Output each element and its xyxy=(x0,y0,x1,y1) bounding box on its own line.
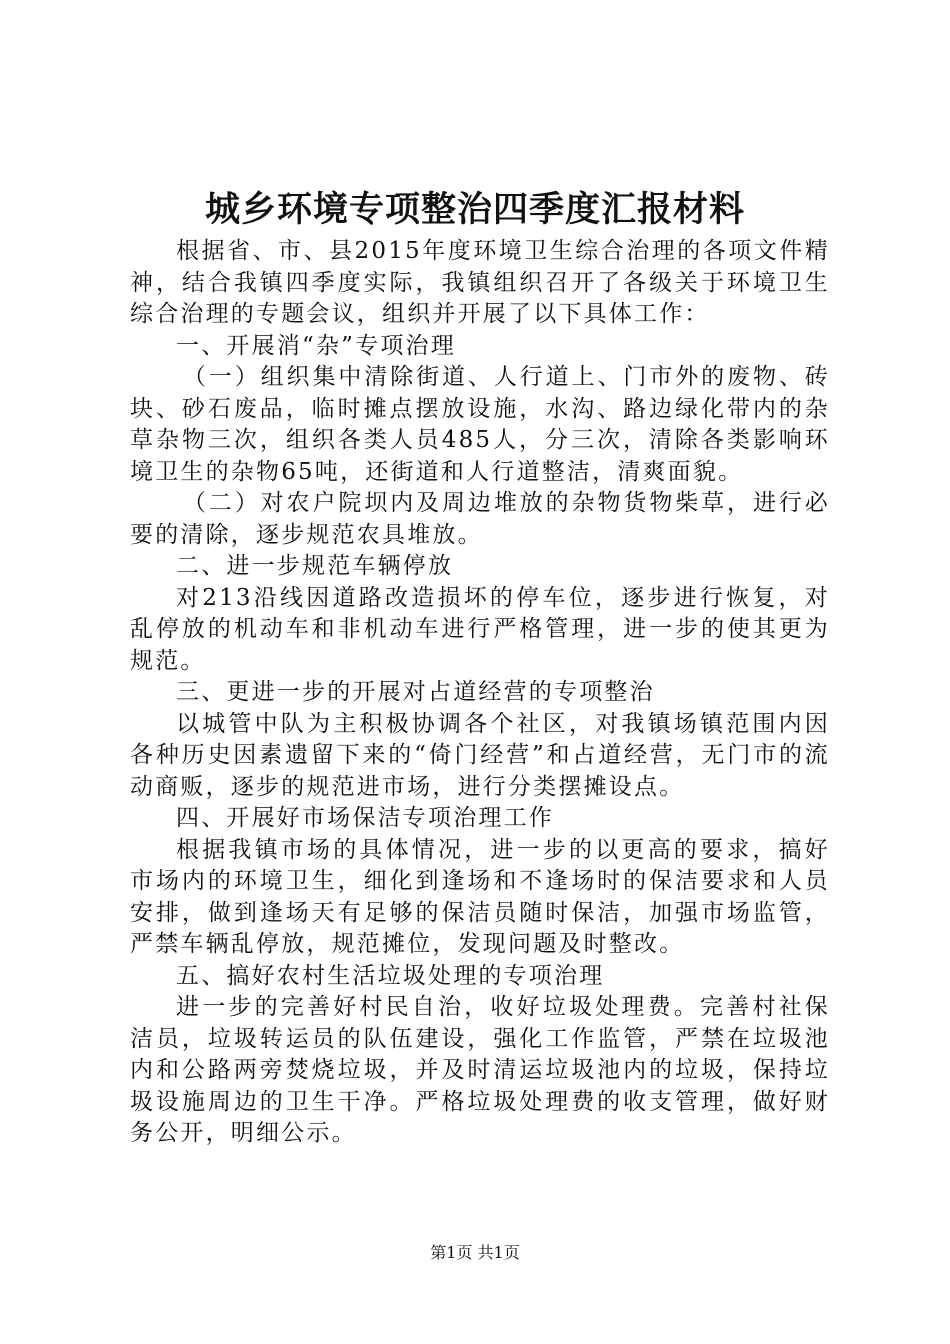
section-heading-3: 三、更进一步的开展对占道经营的专项整治 xyxy=(176,679,655,705)
section-paragraph-4: 根据我镇市场的具体情况，进一步的以更高的要求，搞好市场内的环境卫生，细化到逢场和不逢场时的保洁要求和人员安排，做到逢场天有足够的保洁员随时保洁，加强市场监管，严禁车辆乱停放，规范摊位，发现问题及时整改。 xyxy=(130,836,830,957)
section-heading-1: 一、开展消“杂”专项治理 xyxy=(176,332,456,359)
section-heading-4: 四、开展好市场保洁专项治理工作 xyxy=(176,805,554,831)
section-heading-5: 五、搞好农村生活垃圾处理的专项治理 xyxy=(176,962,605,989)
section-heading-2: 二、进一步规范车辆停放 xyxy=(176,553,454,579)
document-body xyxy=(130,236,830,1150)
document-title: 城乡环境专项整治四季度汇报材料 xyxy=(204,189,745,230)
section-paragraph-5: 进一步的完善好村民自治，收好垃圾处理费。完善村社保洁员，垃圾转运员的队伍建设，强化工作监管，严禁在垃圾池内和公路两旁焚烧垃圾，并及时清运垃圾池内的垃圾，保持垃圾设施周边的卫生干净。严格垃圾处理费的收支管理，做好财务公开，明细公示。 xyxy=(130,994,830,1146)
subsection-paragraph-1: （一）组织集中清除街道、人行道上、门市外的废物、砖块、砂石废品，临时摊点摆放设施，水沟、路边绿化带内的杂草杂物三次，组织各类人员485人，分三次，清除各类影响环境卫生的杂物65吨，还街道和人行道整洁，清爽面貌。 xyxy=(130,364,830,485)
page-number-footer: 第1页 共1页 xyxy=(430,1243,520,1262)
subsection-paragraph-2: （二）对农户院坝内及周边堆放的杂物货物柴草，进行必要的清除，逐步规范农具堆放。 xyxy=(130,490,830,548)
intro-paragraph: 根据省、市、县2015年度环境卫生综合治理的各项文件精神，结合我镇四季度实际，我镇组织召开了各级关于环境卫生综合治理的专题会议，组织并开展了以下具体工作： xyxy=(130,238,830,327)
section-paragraph-3: 以城管中队为主积极协调各个社区，对我镇场镇范围内因各种历史因素遗留下来的“倚门经营”和占道经营，无门市的流动商贩，逐步的规范进市场，进行分类摆摊设点。 xyxy=(130,710,830,800)
section-paragraph-2: 对213沿线因道路改造损坏的停车位，逐步进行恢复，对乱停放的机动车和非机动车进行严格管理，进一步的使其更为规范。 xyxy=(130,584,830,674)
